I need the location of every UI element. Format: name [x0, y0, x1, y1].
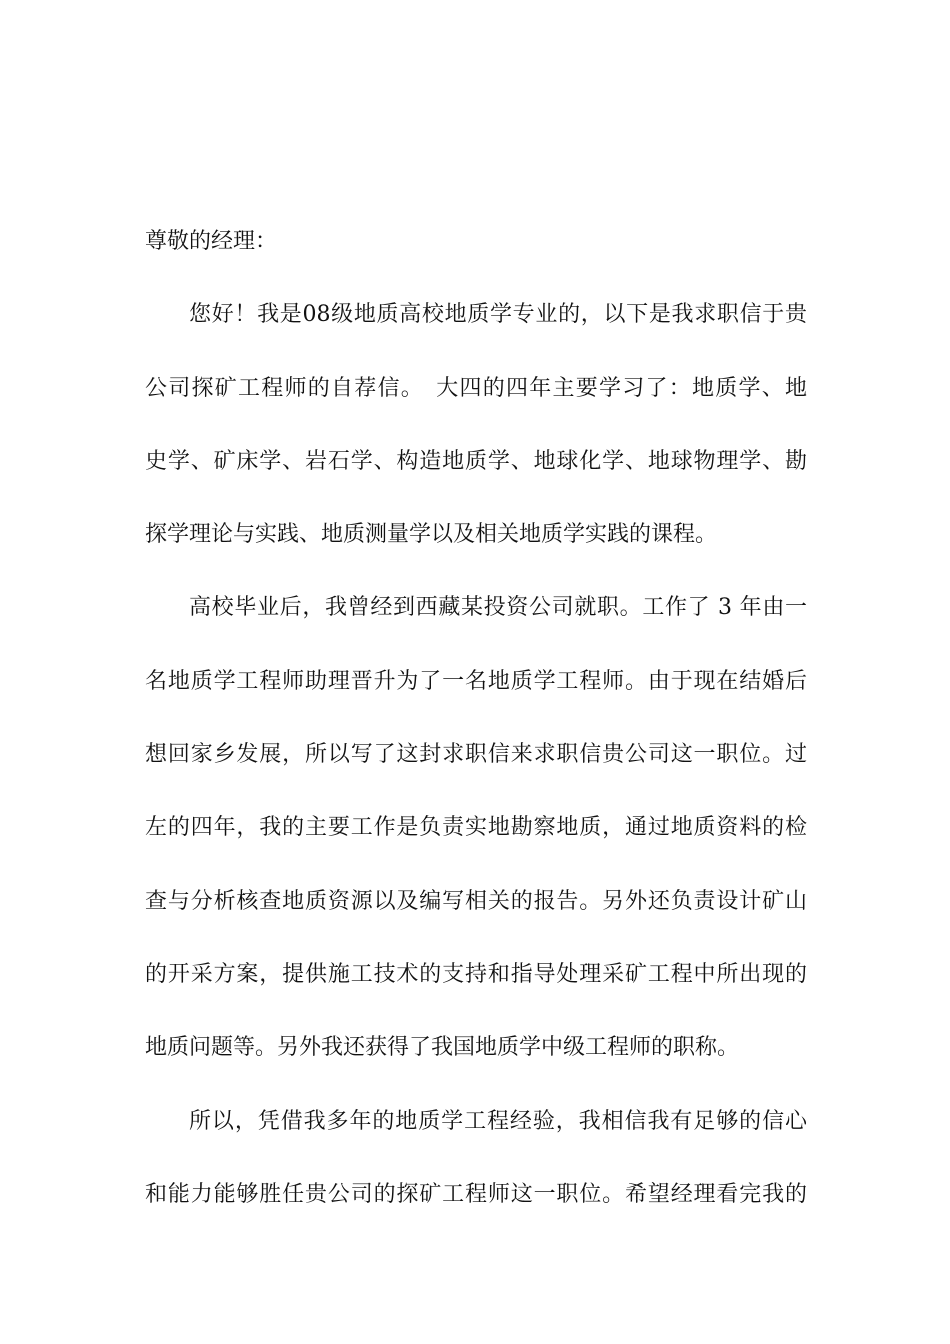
letter-line: 探学理论与实践、地质测量学以及相关地质学实践的课程。: [145, 522, 718, 548]
letter-line: 高校毕业后，我曾经到西藏某投资公司就职。工作了 3 年由一: [189, 595, 807, 621]
letter-line: 公司探矿工程师的自荐信。 大四的四年主要学习了：地质学、地: [145, 375, 807, 401]
letter-body: [145, 205, 807, 1231]
letter-line: 左的四年，我的主要工作是负责实地勘察地质，通过地质资料的检: [145, 815, 807, 841]
letter-line: 名地质学工程师助理晋升为了一名地质学工程师。由于现在结婚后: [145, 668, 807, 694]
letter-line: 史学、矿床学、岩石学、构造地质学、地球化学、地球物理学、勘: [145, 448, 807, 474]
letter-line: 和能力能够胜任贵公司的探矿工程师这一职位。希望经理看完我的: [145, 1181, 807, 1207]
letter-greeting: 尊敬的经理：: [145, 229, 278, 254]
letter-line: 查与分析核查地质资源以及编写相关的报告。另外还负责设计矿山: [145, 888, 807, 914]
letter-line: 地质问题等。另外我还获得了我国地质学中级工程师的职称。: [145, 1035, 740, 1061]
letter-line: 您好！我是08级地质高校地质学专业的，以下是我求职信于贵: [189, 302, 807, 328]
letter-line: 的开采方案，提供施工技术的支持和指导处理采矿工程中所出现的: [145, 961, 807, 987]
letter-line: 想回家乡发展，所以写了这封求职信来求职信贵公司这一职位。过: [145, 742, 807, 768]
letter-line: 所以，凭借我多年的地质学工程经验，我相信我有足够的信心: [189, 1108, 807, 1134]
